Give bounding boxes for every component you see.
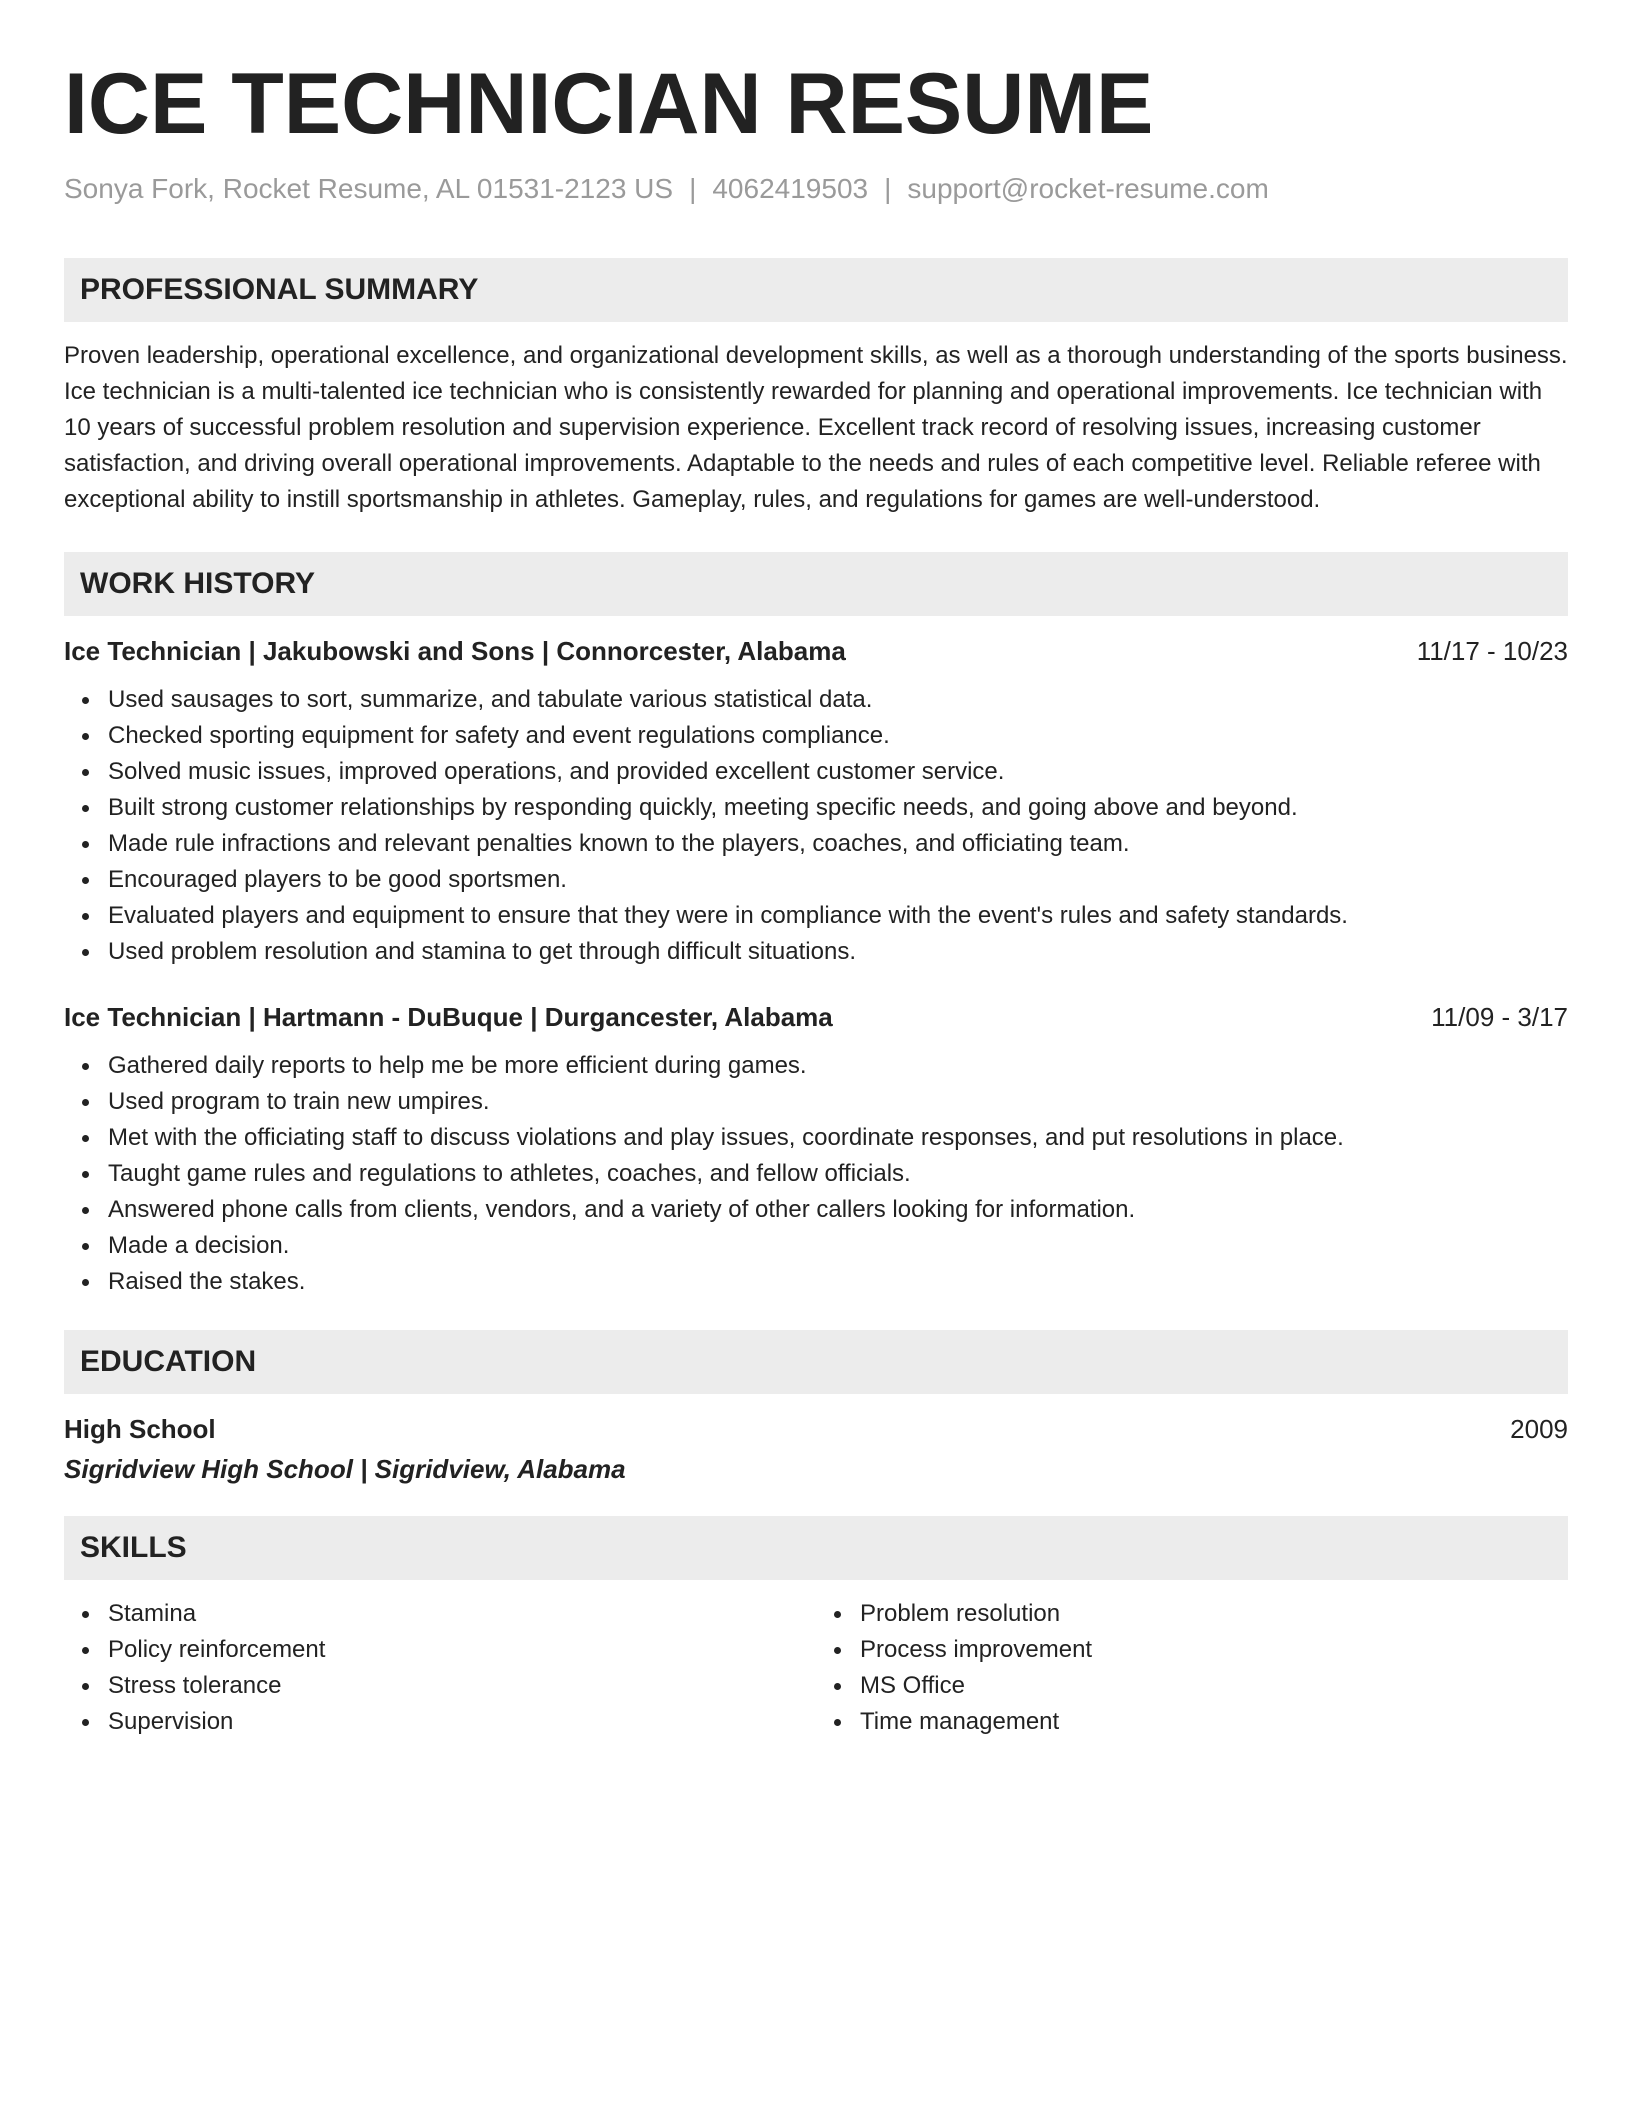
list-item: Answered phone calls from clients, vendors, and a variety of other callers looking for information. (108, 1192, 1568, 1228)
list-item: Checked sporting equipment for safety and event regulations compliance. (108, 718, 1568, 754)
list-item: Policy reinforcement (108, 1632, 816, 1668)
skills-list (64, 1596, 1568, 1740)
contact-separator: | (689, 173, 697, 204)
skills-column-right (816, 1596, 1568, 1740)
job-dates: 11/17 - 10/23 (1416, 636, 1568, 666)
contact-separator: | (884, 173, 892, 204)
list-item: Raised the stakes. (108, 1264, 1568, 1300)
list-item: Made rule infractions and relevant penalties known to the players, coaches, and officiating team. (108, 826, 1568, 862)
list-item: Stress tolerance (108, 1668, 816, 1704)
skills-column-left (64, 1596, 816, 1740)
contact-email: support@rocket-resume.com (907, 173, 1269, 204)
list-item: Problem resolution (860, 1596, 1568, 1632)
list-item: Built strong customer relationships by responding quickly, meeting specific needs, and going above and beyond. (108, 790, 1568, 826)
summary-text: Proven leadership, operational excellence, and organizational development skills, as well as a thorough understanding of the sports business. Ice technician is a multi-talented ice technician who is consistently rewarded for planning and operational improvements. Ice technician with 10 years of successful problem resolution and supervision experience. Excellent track record of resolving issues, increasing customer satisfaction, and driving overall operational improvements. Adaptable to the needs and rules of each competitive level. Reliable referee with exceptional ability to instill sportsmanship in athletes. Gameplay, rules, and regulations for games are well-understood. (64, 342, 1568, 513)
list-item: Gathered daily reports to help me be more efficient during games. (108, 1048, 1568, 1084)
list-item: Time management (860, 1704, 1568, 1740)
job-dates: 11/09 - 3/17 (1431, 1002, 1568, 1032)
section-header-education: EDUCATION (64, 1330, 1568, 1394)
education-entry (64, 1412, 1568, 1486)
contact-phone: 4062419503 (712, 173, 869, 204)
job-bullets (64, 682, 1568, 970)
page-title: ICE TECHNICIAN RESUME (64, 56, 1154, 152)
list-item: Stamina (108, 1596, 816, 1632)
list-item: Supervision (108, 1704, 816, 1740)
list-item: Used program to train new umpires. (108, 1084, 1568, 1120)
section-header-summary: PROFESSIONAL SUMMARY (64, 258, 1568, 322)
education-degree: High School (64, 1414, 216, 1444)
education-school: Sigridview High School | Sigridview, Alabama (64, 1454, 626, 1484)
list-item: Used sausages to sort, summarize, and tabulate various statistical data. (108, 682, 1568, 718)
list-item: Encouraged players to be good sportsmen. (108, 862, 1568, 898)
list-item: Evaluated players and equipment to ensure that they were in compliance with the event's rules and safety standards. (108, 898, 1568, 934)
list-item: Used problem resolution and stamina to get through difficult situations. (108, 934, 1568, 970)
education-year: 2009 (1510, 1414, 1568, 1444)
section-header-work-history: WORK HISTORY (64, 552, 1568, 616)
section-header-skills: SKILLS (64, 1516, 1568, 1580)
job-entry (64, 1000, 1568, 1300)
list-item: Taught game rules and regulations to athletes, coaches, and fellow officials. (108, 1156, 1568, 1192)
education-header (64, 1412, 1568, 1446)
list-item: Met with the officiating staff to discuss violations and play issues, coordinate responses, and put resolutions in place. (108, 1120, 1568, 1156)
list-item: MS Office (860, 1668, 1568, 1704)
job-title: Ice Technician | Jakubowski and Sons | Connorcester, Alabama (64, 636, 846, 666)
job-header (64, 1000, 1568, 1034)
contact-address: Sonya Fork, Rocket Resume, AL 01531-2123 US (64, 173, 674, 204)
job-bullets (64, 1048, 1568, 1300)
list-item: Made a decision. (108, 1228, 1568, 1264)
job-entry (64, 634, 1568, 970)
list-item: Solved music issues, improved operations, and provided excellent customer service. (108, 754, 1568, 790)
contact-line (64, 172, 1568, 206)
list-item: Process improvement (860, 1632, 1568, 1668)
job-title: Ice Technician | Hartmann - DuBuque | Durgancester, Alabama (64, 1002, 833, 1032)
job-header (64, 634, 1568, 668)
